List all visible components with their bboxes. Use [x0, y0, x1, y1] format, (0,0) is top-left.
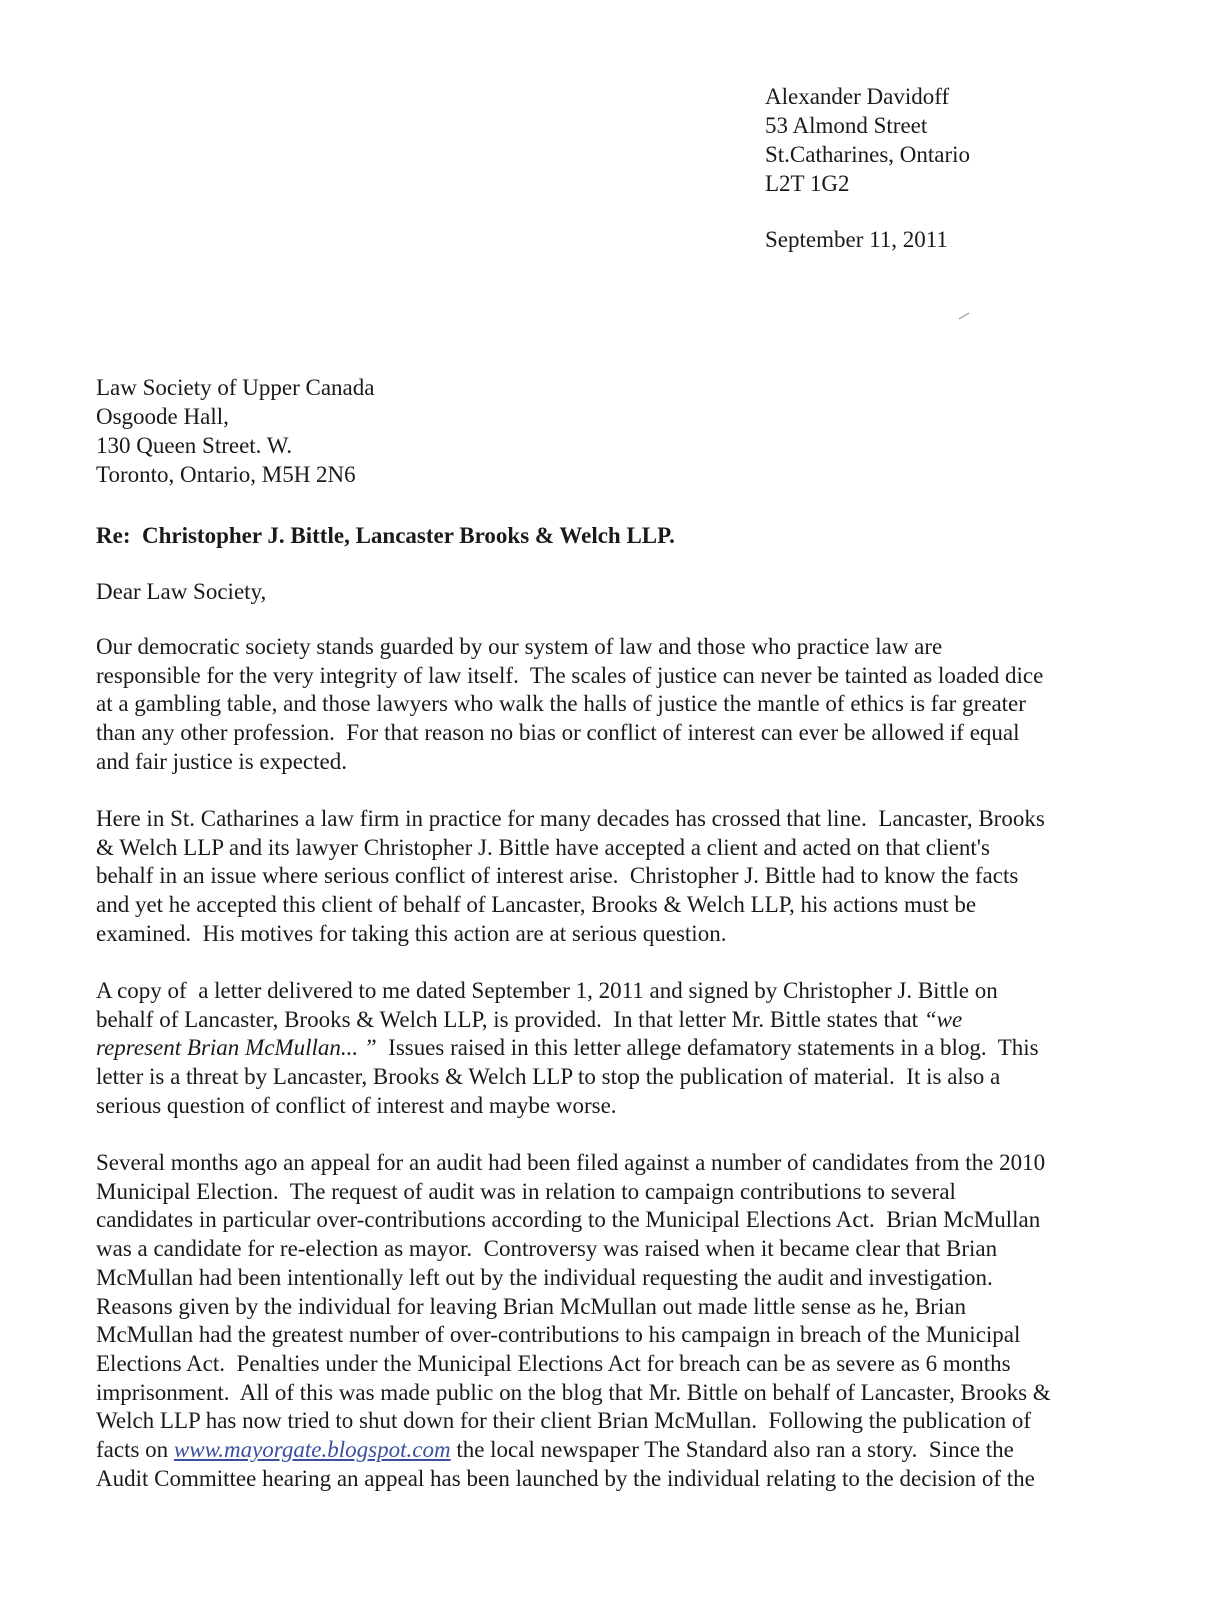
salutation: Dear Law Society,: [96, 579, 267, 604]
paragraph-line: than any other profession. For that reason no bias or conflict of interest can ever be allowed if equal: [96, 720, 1020, 746]
paragraph-text: facts on: [96, 1437, 174, 1463]
paragraph-line: A copy of a letter delivered to me dated September 1, 2011 and signed by Christopher J. Bittle on: [96, 978, 998, 1003]
paragraph-line: serious question of conflict of interest and maybe worse.: [96, 1092, 617, 1118]
paragraph-line: Our democratic society stands guarded by our system of law and those who practice law are: [96, 634, 943, 659]
paragraph-line: Municipal Election. The request of audit was in relation to campaign contributions to several: [96, 1178, 956, 1204]
paragraph-4: [96, 1149, 1051, 1493]
sender-address-block: [765, 82, 970, 254]
paragraph-line: Reasons given by the individual for leaving Brian McMullan out made little sense as he, Brian: [96, 1293, 966, 1319]
sender-city: St.Catharines, Ontario: [765, 142, 971, 167]
paragraph-line: examined. His motives for taking this action are at serious question.: [96, 920, 727, 946]
paragraph-2: [96, 805, 1045, 949]
letter-date: September 11, 2011: [765, 227, 948, 252]
recipient-line-3: 130 Queen Street. W.: [96, 433, 293, 458]
paragraph-text: the local newspaper The Standard also ran a story. Since the: [450, 1437, 1014, 1463]
sender-postal-code: L2T 1G2: [765, 171, 850, 196]
recipient-address-block: [96, 373, 374, 489]
recipient-line-1: Law Society of Upper Canada: [96, 375, 375, 400]
sender-street: 53 Almond Street: [765, 113, 928, 138]
paragraph-line: letter is a threat by Lancaster, Brooks & Welch LLP to stop the publication of material. It is also a: [96, 1064, 1001, 1090]
paragraph-line: behalf in an issue where serious conflict of interest arise. Christopher J. Bittle had to know the facts: [96, 863, 1019, 889]
paragraph-line: Elections Act. Penalties under the Municipal Elections Act for breach can be as severe as 6 months: [96, 1350, 1011, 1376]
recipient-line-4: Toronto, Ontario, M5H 2N6: [96, 462, 356, 487]
paragraph-1: [96, 633, 1043, 777]
paragraph-text: behalf of Lancaster, Brooks & Welch LLP, is provided. In that letter Mr. Bittle states that: [96, 1006, 924, 1032]
paragraph-line: responsible for the very integrity of law itself. The scales of justice can never be tainted as loaded dice: [96, 662, 1044, 688]
paragraph-line: Several months ago an appeal for an audit had been filed against a number of candidates from the 2010: [96, 1150, 1046, 1175]
subject-line: Re: Christopher J. Bittle, Lancaster Brooks & Welch LLP.: [96, 523, 675, 548]
paragraph-line: Here in St. Catharines a law firm in practice for many decades has crossed that line. Lancaster, Brooks: [96, 806, 1045, 831]
paragraph-line: and yet he accepted this client of behalf of Lancaster, Brooks & Welch LLP, his actions must be: [96, 892, 977, 918]
paragraph-3: [96, 977, 1039, 1121]
paragraph-line: McMullan had the greatest number of over-contributions to his campaign in breach of the Municipal: [96, 1322, 1021, 1348]
paragraph-line: & Welch LLP and its lawyer Christopher J. Bittle have accepted a client and acted on that client's: [96, 834, 990, 860]
paragraph-line: [96, 1034, 1039, 1063]
paragraph-line: imprisonment. All of this was made public on the blog that Mr. Bittle on behalf of Lancaster, Brooks &: [96, 1379, 1051, 1405]
paragraph-line: and fair justice is expected.: [96, 748, 347, 774]
paragraph-line: [96, 1436, 1051, 1465]
recipient-line-2: Osgoode Hall,: [96, 404, 229, 429]
paragraph-line: was a candidate for re-election as mayor. Controversy was raised when it became clear that Brian: [96, 1236, 998, 1262]
paragraph-line: McMullan had been intentionally left out by the individual requesting the audit and investigation.: [96, 1264, 993, 1290]
scan-speck: [958, 312, 970, 320]
quoted-text: represent Brian McMullan... ”: [96, 1035, 377, 1061]
paragraph-line: Welch LLP has now tried to shut down for their client Brian McMullan. Following the publication of: [96, 1408, 1032, 1434]
paragraph-line: at a gambling table, and those lawyers who walk the halls of justice the mantle of ethics is far greater: [96, 691, 1026, 717]
paragraph-line: [96, 1006, 1039, 1035]
blog-link[interactable]: www.mayorgate.blogspot.com: [173, 1437, 451, 1463]
paragraph-line: candidates in particular over-contributions according to the Municipal Elections Act. Brian McMullan: [96, 1207, 1041, 1233]
paragraph-line: Audit Committee hearing an appeal has been launched by the individual relating to the decision of the: [96, 1465, 1035, 1491]
sender-name: Alexander Davidoff: [765, 84, 950, 109]
paragraph-text: Issues raised in this letter allege defamatory statements in a blog. This: [376, 1035, 1039, 1061]
quoted-text: “we: [923, 1006, 963, 1032]
